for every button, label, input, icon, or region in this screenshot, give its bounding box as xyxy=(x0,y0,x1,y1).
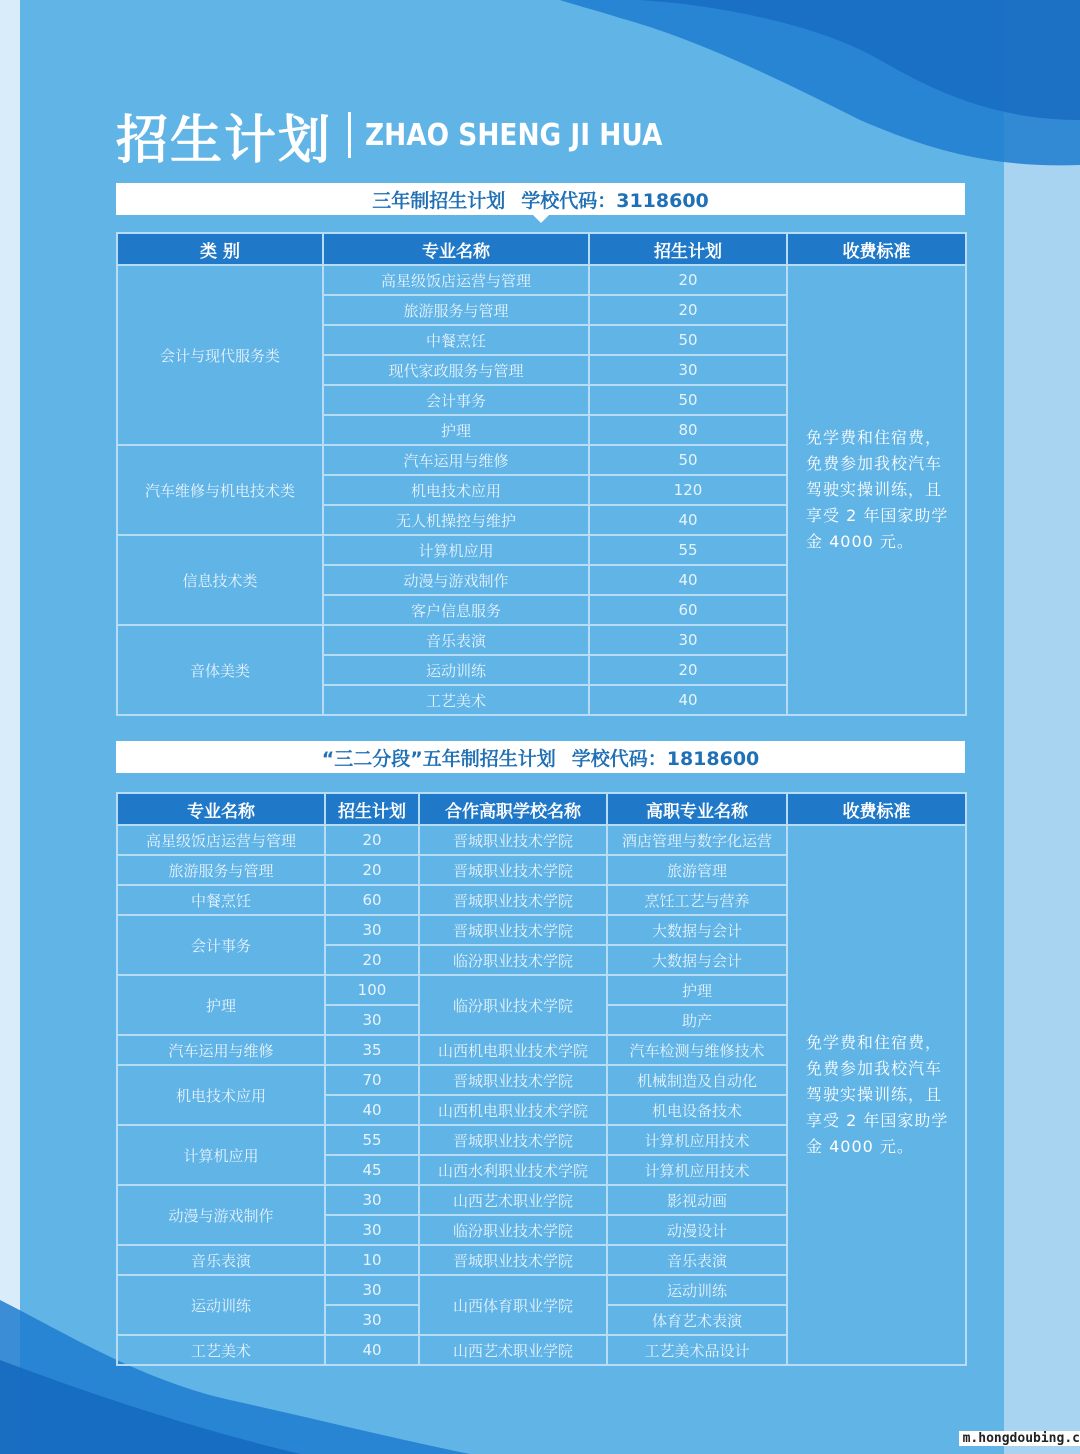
major-cell: 高星级饭店运营与管理 xyxy=(323,265,589,295)
college-cell: 临汾职业技术学院 xyxy=(419,945,607,975)
major-cell: 客户信息服务 xyxy=(323,595,589,625)
table-row xyxy=(117,825,966,855)
college-major-cell: 机械制造及自动化 xyxy=(607,1065,787,1095)
page-title: 招生计划 xyxy=(116,110,333,171)
major-cell: 动漫与游戏制作 xyxy=(117,1185,325,1245)
enrollment-cell: 55 xyxy=(325,1125,419,1155)
college-cell: 山西体育职业学院 xyxy=(419,1275,607,1335)
college-cell: 晋城职业技术学院 xyxy=(419,855,607,885)
major-cell: 计算机应用 xyxy=(323,535,589,565)
enrollment-cell: 20 xyxy=(325,945,419,975)
enrollment-cell: 50 xyxy=(589,325,787,355)
enrollment-cell: 60 xyxy=(589,595,787,625)
enrollment-cell: 100 xyxy=(325,975,419,1005)
enrollment-cell: 30 xyxy=(325,1305,419,1335)
college-major-cell: 汽车检测与维修技术 xyxy=(607,1035,787,1065)
college-cell: 山西水利职业技术学院 xyxy=(419,1155,607,1185)
column-header: 合作高职学校名称 xyxy=(419,793,607,825)
major-cell: 护理 xyxy=(323,415,589,445)
column-header: 高职专业名称 xyxy=(607,793,787,825)
college-cell: 晋城职业技术学院 xyxy=(419,825,607,855)
college-cell: 晋城职业技术学院 xyxy=(419,1125,607,1155)
category-cell: 音体美类 xyxy=(117,625,323,715)
college-major-cell: 大数据与会计 xyxy=(607,915,787,945)
category-cell: 信息技术类 xyxy=(117,535,323,625)
enrollment-cell: 10 xyxy=(325,1245,419,1275)
major-cell: 旅游服务与管理 xyxy=(323,295,589,325)
page-title-pinyin: ZHAO SHENG JI HUA xyxy=(365,117,663,153)
plan1-school-code: 学校代码：3118600 xyxy=(521,189,709,212)
major-cell: 机电技术应用 xyxy=(117,1065,325,1125)
college-major-cell: 助产 xyxy=(607,1005,787,1035)
column-header: 专业名称 xyxy=(323,233,589,265)
enrollment-cell: 30 xyxy=(589,355,787,385)
enrollment-cell: 50 xyxy=(589,385,787,415)
major-cell: 汽车运用与维修 xyxy=(117,1035,325,1065)
college-major-cell: 计算机应用技术 xyxy=(607,1125,787,1155)
enrollment-cell: 20 xyxy=(589,655,787,685)
college-major-cell: 机电设备技术 xyxy=(607,1095,787,1125)
major-cell: 运动训练 xyxy=(117,1275,325,1335)
major-cell: 中餐烹饪 xyxy=(323,325,589,355)
column-header: 招生计划 xyxy=(325,793,419,825)
title-divider xyxy=(348,112,351,158)
enrollment-cell: 30 xyxy=(325,1185,419,1215)
major-cell: 现代家政服务与管理 xyxy=(323,355,589,385)
major-cell: 动漫与游戏制作 xyxy=(323,565,589,595)
column-header: 收费标准 xyxy=(787,793,966,825)
college-cell: 山西机电职业技术学院 xyxy=(419,1095,607,1125)
enrollment-cell: 45 xyxy=(325,1155,419,1185)
enrollment-cell: 30 xyxy=(325,915,419,945)
college-major-cell: 旅游管理 xyxy=(607,855,787,885)
major-cell: 旅游服务与管理 xyxy=(117,855,325,885)
enrollment-cell: 30 xyxy=(325,1275,419,1305)
major-cell: 会计事务 xyxy=(117,915,325,975)
enrollment-cell: 20 xyxy=(589,295,787,325)
enrollment-cell: 40 xyxy=(325,1335,419,1365)
plan2-banner xyxy=(116,741,965,773)
plan2-table xyxy=(116,792,967,1366)
fee-standard-cell: 免学费和住宿费，免费参加我校汽车驾驶实操训练，且享受 2 年国家助学金 4000 元。 xyxy=(787,265,966,715)
major-cell: 高星级饭店运营与管理 xyxy=(117,825,325,855)
college-major-cell: 工艺美术品设计 xyxy=(607,1335,787,1365)
column-header: 专业名称 xyxy=(117,793,325,825)
enrollment-cell: 20 xyxy=(325,825,419,855)
enrollment-cell: 40 xyxy=(589,685,787,715)
college-major-cell: 音乐表演 xyxy=(607,1245,787,1275)
plan1-banner xyxy=(116,183,965,215)
enrollment-cell: 80 xyxy=(589,415,787,445)
enrollment-cell: 35 xyxy=(325,1035,419,1065)
fee-standard-cell: 免学费和住宿费，免费参加我校汽车驾驶实操训练，且享受 2 年国家助学金 4000 元。 xyxy=(787,825,966,1365)
college-cell: 山西艺术职业学院 xyxy=(419,1185,607,1215)
plan1-banner-label: 三年制招生计划 xyxy=(372,189,506,212)
major-cell: 中餐烹饪 xyxy=(117,885,325,915)
major-cell: 护理 xyxy=(117,975,325,1035)
college-major-cell: 大数据与会计 xyxy=(607,945,787,975)
college-major-cell: 运动训练 xyxy=(607,1275,787,1305)
column-header: 招生计划 xyxy=(589,233,787,265)
enrollment-cell: 70 xyxy=(325,1065,419,1095)
enrollment-cell: 30 xyxy=(589,625,787,655)
college-cell: 山西艺术职业学院 xyxy=(419,1335,607,1365)
banner-pointer xyxy=(533,215,549,223)
college-cell: 临汾职业技术学院 xyxy=(419,1215,607,1245)
category-cell: 会计与现代服务类 xyxy=(117,265,323,445)
major-cell: 汽车运用与维修 xyxy=(323,445,589,475)
college-major-cell: 护理 xyxy=(607,975,787,1005)
college-cell: 晋城职业技术学院 xyxy=(419,915,607,945)
enrollment-cell: 60 xyxy=(325,885,419,915)
college-cell: 临汾职业技术学院 xyxy=(419,975,607,1035)
enrollment-cell: 20 xyxy=(325,855,419,885)
plan2-banner-label: “三二分段”五年制招生计划 xyxy=(321,747,556,770)
college-cell: 山西机电职业技术学院 xyxy=(419,1035,607,1065)
page-header xyxy=(116,100,703,170)
plan1-table xyxy=(116,232,967,716)
major-cell: 会计事务 xyxy=(323,385,589,415)
college-major-cell: 酒店管理与数字化运营 xyxy=(607,825,787,855)
category-cell: 汽车维修与机电技术类 xyxy=(117,445,323,535)
college-cell: 晋城职业技术学院 xyxy=(419,885,607,915)
enrollment-cell: 40 xyxy=(325,1095,419,1125)
enrollment-cell: 40 xyxy=(589,565,787,595)
enrollment-cell: 20 xyxy=(589,265,787,295)
major-cell: 音乐表演 xyxy=(323,625,589,655)
enrollment-cell: 50 xyxy=(589,445,787,475)
column-header: 类 别 xyxy=(117,233,323,265)
major-cell: 无人机操控与维护 xyxy=(323,505,589,535)
college-major-cell: 计算机应用技术 xyxy=(607,1155,787,1185)
enrollment-cell: 30 xyxy=(325,1215,419,1245)
enrollment-cell: 55 xyxy=(589,535,787,565)
enrollment-cell: 30 xyxy=(325,1005,419,1035)
major-cell: 运动训练 xyxy=(323,655,589,685)
major-cell: 工艺美术 xyxy=(323,685,589,715)
college-major-cell: 影视动画 xyxy=(607,1185,787,1215)
major-cell: 计算机应用 xyxy=(117,1125,325,1185)
table-row xyxy=(117,265,966,295)
college-major-cell: 动漫设计 xyxy=(607,1215,787,1245)
college-cell: 晋城职业技术学院 xyxy=(419,1245,607,1275)
college-major-cell: 体育艺术表演 xyxy=(607,1305,787,1335)
college-major-cell: 烹饪工艺与营养 xyxy=(607,885,787,915)
enrollment-cell: 40 xyxy=(589,505,787,535)
watermark-text: m.hongdoubing.c xyxy=(959,1431,1080,1446)
major-cell: 机电技术应用 xyxy=(323,475,589,505)
enrollment-cell: 120 xyxy=(589,475,787,505)
major-cell: 音乐表演 xyxy=(117,1245,325,1275)
column-header: 收费标准 xyxy=(787,233,966,265)
college-cell: 晋城职业技术学院 xyxy=(419,1065,607,1095)
plan2-school-code: 学校代码：1818600 xyxy=(571,747,760,770)
major-cell: 工艺美术 xyxy=(117,1335,325,1365)
